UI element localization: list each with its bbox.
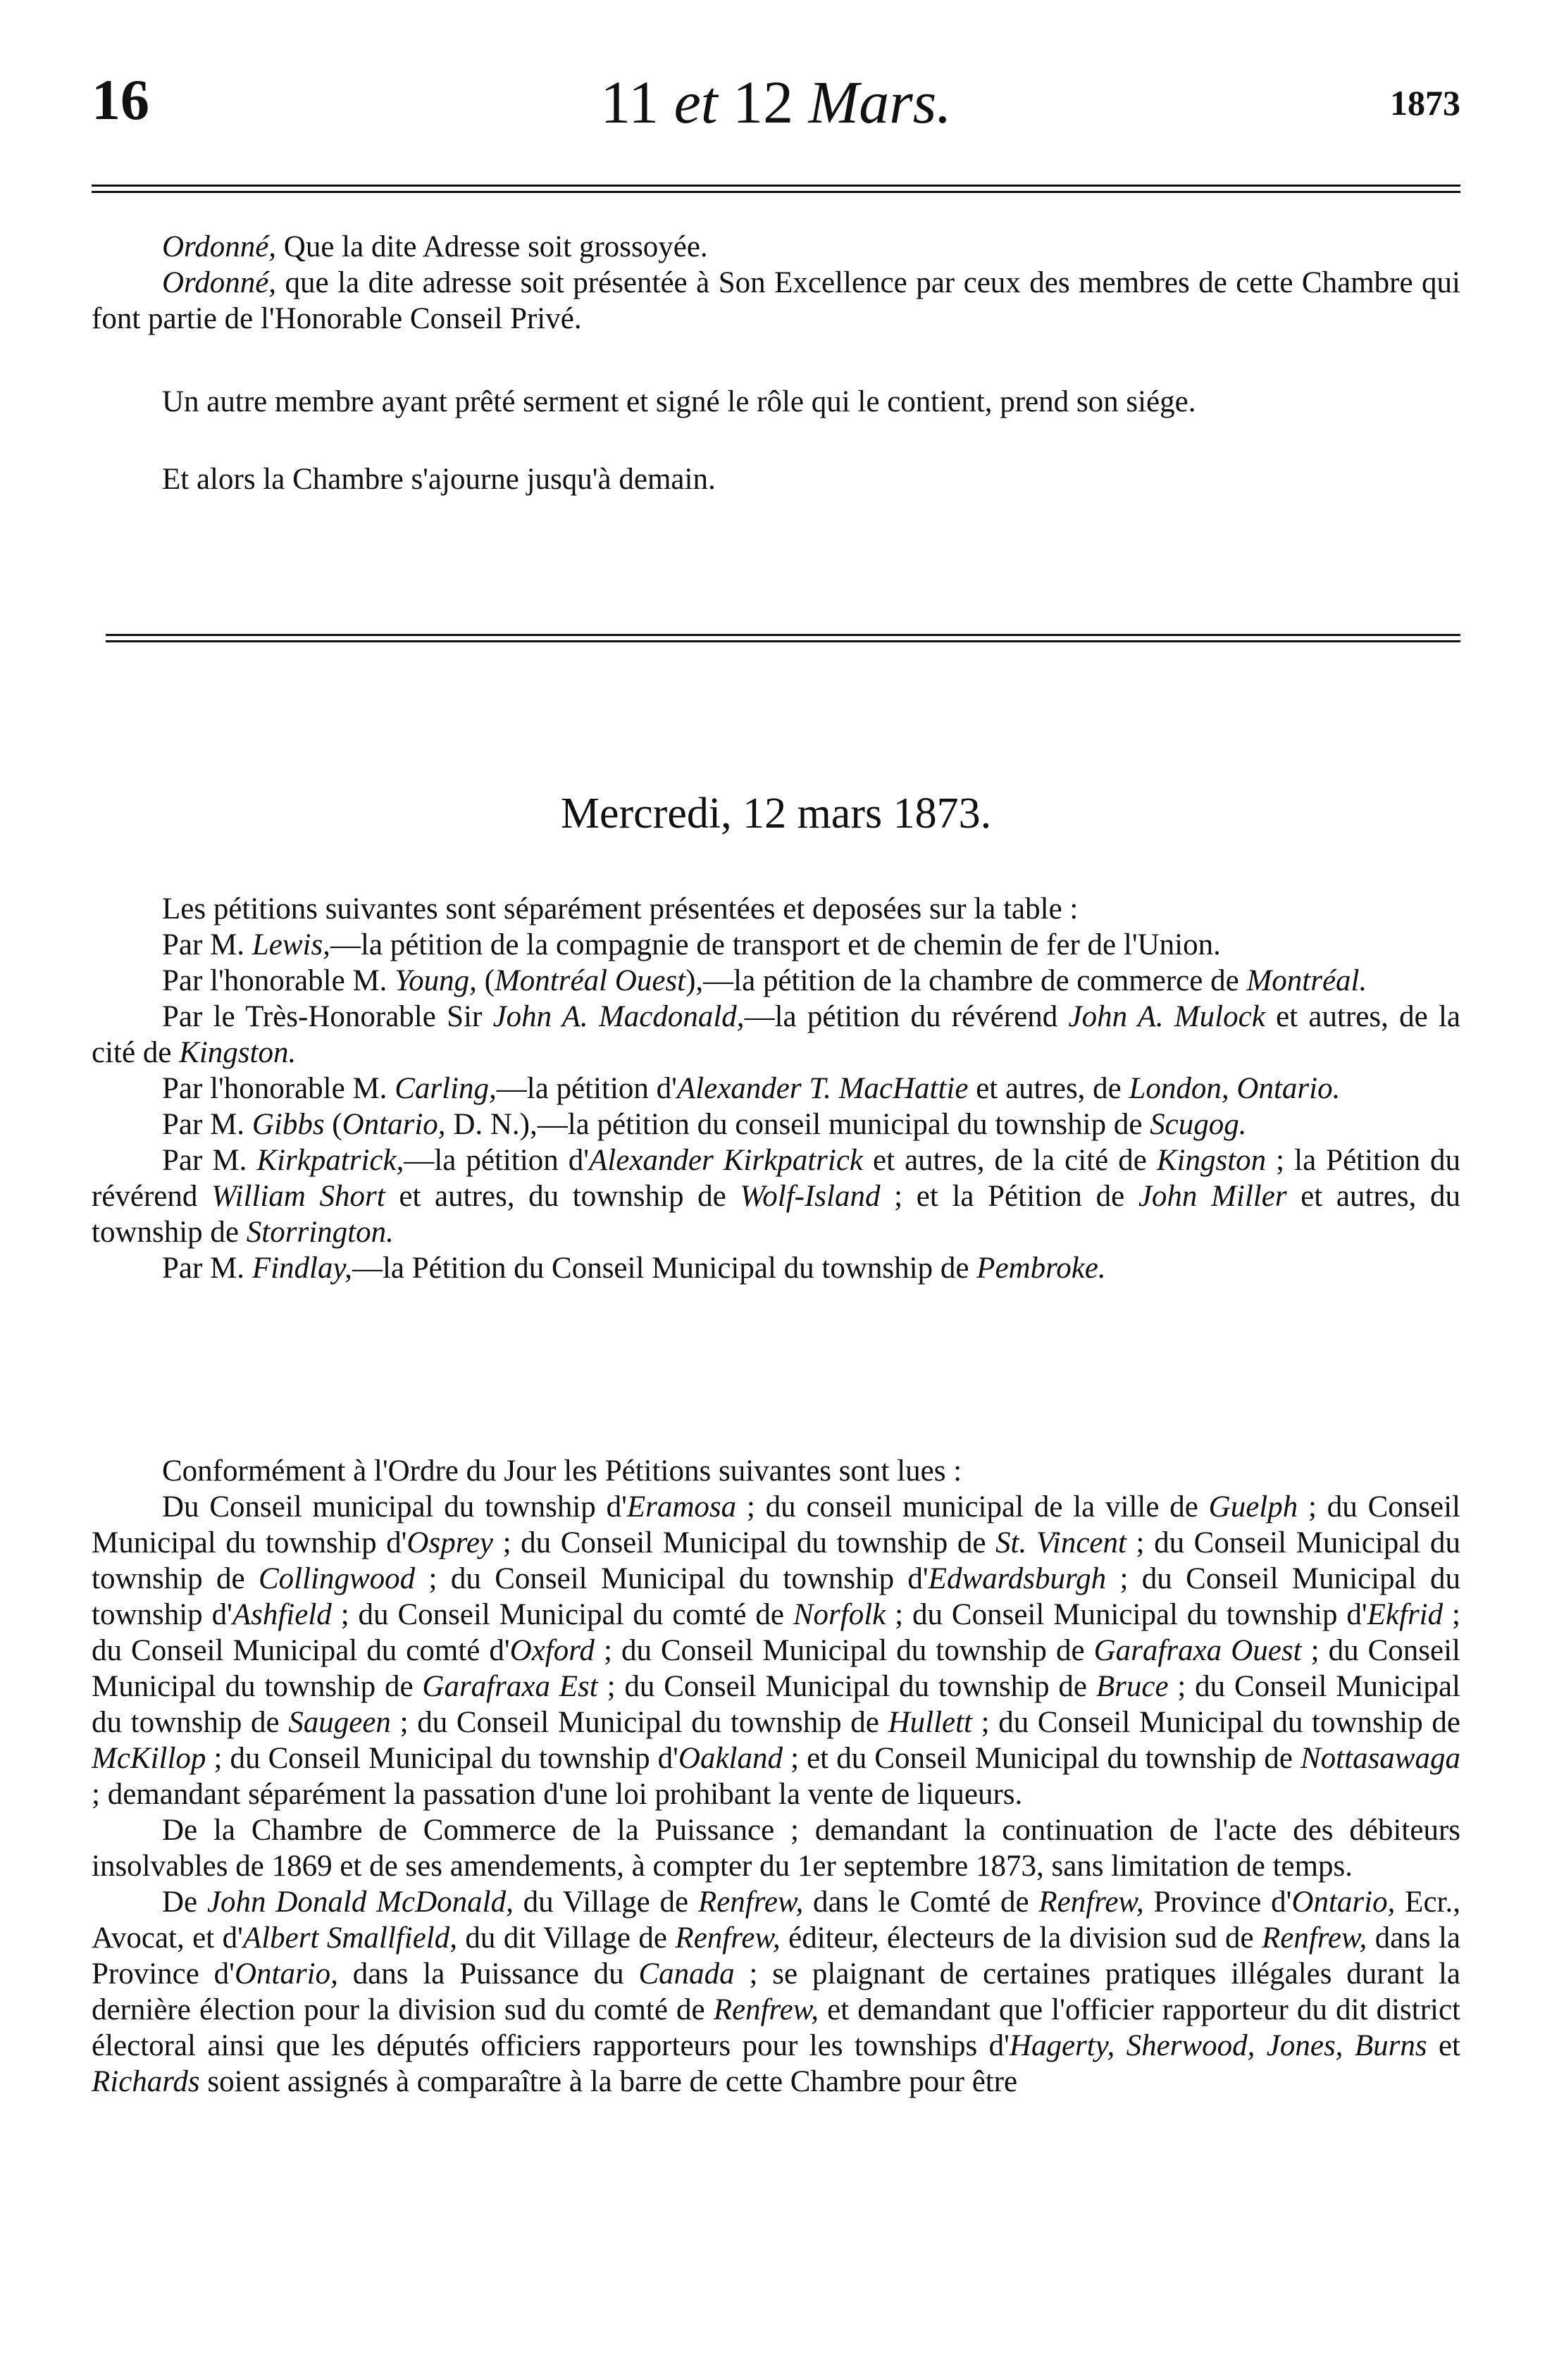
petition-entry [92, 963, 1460, 999]
text-run: Par M. [162, 928, 252, 961]
italic-name: John A. Mulock [1068, 1000, 1265, 1033]
text-run: —la pétition de la compagnie de transport et de chemin de fer de l'Union. [330, 928, 1221, 961]
text-run: ; du Conseil Municipal du township de [594, 1634, 1094, 1667]
italic-name: Ontario, [342, 1108, 446, 1141]
text-run: De la Chambre de Commerce de la Puissance ; demandant la continuation de l'acte des débiteurs insolvables de 1869 et de ses amendements, à compter du 1er septembre 1873, sans limitation de temps. [92, 1814, 1460, 1883]
petition-entry [92, 1071, 1460, 1107]
text-run [1115, 2029, 1126, 2062]
text-run: ; du Conseil Municipal du township de [390, 1706, 888, 1739]
petition-read-list [92, 1489, 1460, 2100]
text-run [1343, 2029, 1354, 2062]
header-year: 1873 [1390, 83, 1460, 123]
order-paragraph-1 [92, 229, 1460, 265]
italic-name: Renfrew, [675, 1921, 781, 1955]
text-run: ; du Conseil Municipal du township d' [92, 1490, 1460, 1559]
petition-read-paragraph [92, 1812, 1460, 1884]
text-run: ; demandant séparément la passation d'une loi prohibant la vente de liqueurs. [92, 1778, 1023, 1811]
italic-name: John Donald McDonald, [206, 1886, 514, 1919]
text-run: Par M. [162, 1108, 252, 1141]
text-run: ( [476, 964, 495, 997]
order-of-day-intro: Conformément à l'Ordre du Jour les Pétitions suivantes sont lues : [162, 1454, 962, 1488]
petition-entry [92, 1142, 1460, 1250]
italic-name: London, Ontario. [1129, 1072, 1341, 1105]
italic-name: Collingwood [258, 1562, 416, 1595]
petition-entry [92, 1250, 1460, 1286]
text-run: Province d' [1143, 1886, 1292, 1919]
text-run: ),—la pétition de la chambre de commerce de [685, 964, 1247, 997]
adjournment-block [92, 461, 1460, 497]
text-run: ; du conseil municipal de la ville de [736, 1490, 1209, 1524]
italic-name: St. Vincent [995, 1526, 1126, 1559]
text-run: ; du Conseil Municipal du township de [493, 1526, 996, 1559]
text-run: ; du Conseil Municipal du township d' [92, 1562, 1460, 1631]
text-run: et autres, de la cité de [863, 1144, 1157, 1177]
text-run: ( [324, 1108, 342, 1141]
italic-name: Garafraxa Ouest [1093, 1634, 1302, 1667]
italic-name: Edwardsburgh [928, 1562, 1107, 1595]
italic-name: Kingston [1156, 1144, 1267, 1177]
italic-name: Osprey [406, 1526, 494, 1559]
italic-name: Lewis, [252, 928, 330, 961]
petitions-read-block [92, 1453, 1460, 2100]
text-run [1255, 2029, 1266, 2062]
title-day-2: 12 [733, 68, 794, 136]
italic-name: Richards [92, 2065, 200, 2098]
petitions-presented-block [92, 891, 1460, 1286]
date-heading: Mercredi, 12 mars 1873. [560, 790, 992, 837]
text-run: du dit Village de [457, 1921, 676, 1955]
italic-name: Bruce [1095, 1670, 1169, 1703]
adjournment-paragraph: Et alors la Chambre s'ajourne jusqu'à demain. [162, 463, 716, 496]
italic-name: Ontario, [234, 1957, 338, 1990]
text-run: et autres, du township de [92, 1180, 1460, 1249]
order-label: Ordonné, [162, 230, 277, 263]
italic-name: Ekfrid [1367, 1598, 1444, 1631]
italic-name: Montréal Ouest [494, 964, 686, 997]
italic-name: Pembroke. [976, 1252, 1106, 1285]
petition-read-paragraph [92, 1884, 1460, 2100]
petition-entry [92, 1107, 1460, 1142]
text-run: et [1427, 2029, 1461, 2062]
text-run: dans le Comté de [803, 1886, 1039, 1919]
text-run: ; du Conseil Municipal du township d' [415, 1562, 929, 1595]
italic-name: Kirkpatrick, [256, 1144, 404, 1177]
text-run: De [162, 1886, 207, 1919]
italic-name: Renfrew, [713, 1993, 819, 2026]
text-run: ; du Conseil Municipal du township de [972, 1706, 1460, 1739]
text-run: et demandant que l'officier rapporteur du dit district électoral ainsi que les députés officiers rapporteurs pour les townships d' [92, 1993, 1461, 2062]
page-number: 16 [92, 68, 149, 132]
italic-name: Gibbs [252, 1108, 325, 1141]
italic-name: Nottasawaga [1300, 1742, 1460, 1775]
text-run: soient assignés à comparaître à la barre de cette Chambre pour être [199, 2065, 1018, 2098]
text-run: ; du Conseil Municipal du township d' [206, 1742, 678, 1775]
text-run: ; du Conseil Municipal du comté de [331, 1598, 793, 1631]
text-run: ; et la Pétition de [880, 1180, 1138, 1213]
text-run: ; du Conseil Municipal du township de [92, 1634, 1461, 1703]
italic-name: Scugog. [1150, 1108, 1247, 1141]
text-run: —la Pétition du Conseil Municipal du township de [352, 1252, 977, 1285]
text-run: ; du Conseil Municipal du township de [597, 1670, 1096, 1703]
italic-name: Renfrew, [1262, 1921, 1367, 1955]
text-run: —la pétition du révérend [744, 1000, 1069, 1033]
text-run: et autres, du township de [385, 1180, 740, 1213]
italic-name: Young, [395, 964, 477, 997]
petitions-intro: Les pétitions suivantes sont séparément présentées et deposées sur la table : [162, 892, 1079, 926]
italic-name: Findlay, [252, 1252, 352, 1285]
text-run: Par l'honorable M. [162, 964, 395, 997]
text-run: ; la Pétition du révérend [92, 1144, 1460, 1213]
text-run: ; du Conseil Municipal du township de [92, 1526, 1460, 1595]
text-run: ; et du Conseil Municipal du township de [783, 1742, 1300, 1775]
italic-name: Storrington. [246, 1216, 394, 1249]
italic-name: Ashfield [232, 1598, 332, 1631]
text-run: et autres, de la cité de [92, 1000, 1460, 1069]
text-run: ; du Conseil Municipal du township d' [886, 1598, 1367, 1631]
italic-name: Carling, [395, 1072, 497, 1105]
text-run: Par l'honorable M. [162, 1072, 395, 1105]
italic-name: Oakland [678, 1742, 783, 1775]
italic-name: Hagerty, [1009, 2029, 1115, 2062]
oath-block [92, 384, 1460, 420]
italic-name: Garafraxa Est [422, 1670, 598, 1703]
italic-name: Guelph [1208, 1490, 1298, 1524]
italic-name: Alexander T. MacHattie [676, 1072, 969, 1105]
italic-name: Alexander Kirkpatrick [589, 1144, 863, 1177]
italic-name: Wolf-Island [740, 1180, 881, 1213]
italic-name: Burns [1354, 2029, 1427, 2062]
text-run: Par M. [162, 1252, 252, 1285]
order-label: Ordonné, [162, 266, 277, 299]
text-run: ; se plaignant de certaines pratiques illégales durant la dernière élection pour la division sud du comté de [92, 1957, 1461, 2026]
text-run: D. N.),—la pétition du conseil municipal du township de [445, 1108, 1150, 1141]
oath-paragraph: Un autre membre ayant prêté serment et signé le rôle qui le contient, prend son siége. [162, 385, 1196, 418]
text-run: éditeur, électeurs de la division sud de [780, 1921, 1262, 1955]
text-run: et autres, de [968, 1072, 1129, 1105]
text-run: Par M. [162, 1144, 257, 1177]
italic-name: Jones, [1266, 2029, 1343, 2062]
italic-name: Hullett [888, 1706, 972, 1739]
italic-name: Norfolk [793, 1598, 886, 1631]
text-run: Ecr., Avocat, et d' [92, 1886, 1460, 1955]
title-day-1: 11 [600, 68, 659, 136]
italic-name: Renfrew, [1038, 1886, 1144, 1919]
order-paragraph-2 [92, 265, 1460, 337]
text-run: dans la Puissance du [337, 1957, 639, 1990]
italic-name: Canada [638, 1957, 735, 1990]
text-run: ; du Conseil Municipal du township de [92, 1670, 1460, 1739]
text-run: Du Conseil municipal du township d' [162, 1490, 627, 1524]
italic-name: Albert Smallfield, [242, 1921, 457, 1955]
text-run: dans la Province d' [92, 1921, 1461, 1990]
italic-name: Oxford [509, 1634, 595, 1667]
italic-name: McKillop [92, 1742, 206, 1775]
italic-name: John Miller [1138, 1180, 1287, 1213]
orders-block [92, 229, 1460, 337]
petition-entry [92, 999, 1460, 1071]
italic-name: Montréal. [1246, 964, 1367, 997]
petition-read-paragraph [92, 1489, 1460, 1812]
text-run: Par le Très-Honorable Sir [162, 1000, 493, 1033]
title-conjunction: et [673, 68, 718, 136]
text-run: —la pétition d' [496, 1072, 677, 1105]
italic-name: Kingston. [179, 1036, 297, 1069]
text-run: —la pétition d' [404, 1144, 590, 1177]
page-header [92, 67, 1460, 137]
text-run: ; du Conseil Municipal du comté d' [92, 1598, 1460, 1667]
italic-name: Eramosa [626, 1490, 737, 1524]
order-text: Que la dite Adresse soit grossoyée. [283, 230, 708, 263]
running-title [92, 67, 1460, 137]
italic-name: Ontario, [1291, 1886, 1396, 1919]
title-month: Mars. [808, 68, 952, 136]
petition-list [92, 927, 1460, 1286]
order-text: que la dite adresse soit présentée à Son Excellence par ceux des membres de cette Chambre qui font partie de l'Honorable Conseil Privé. [92, 266, 1460, 335]
petition-entry [92, 927, 1460, 963]
italic-name: Saugeen [288, 1706, 391, 1739]
text-run: du Village de [513, 1886, 698, 1919]
italic-name: Renfrew, [697, 1886, 804, 1919]
italic-name: Sherwood, [1126, 2029, 1255, 2062]
italic-name: John A. Macdonald, [492, 1000, 745, 1033]
italic-name: William Short [211, 1180, 385, 1213]
